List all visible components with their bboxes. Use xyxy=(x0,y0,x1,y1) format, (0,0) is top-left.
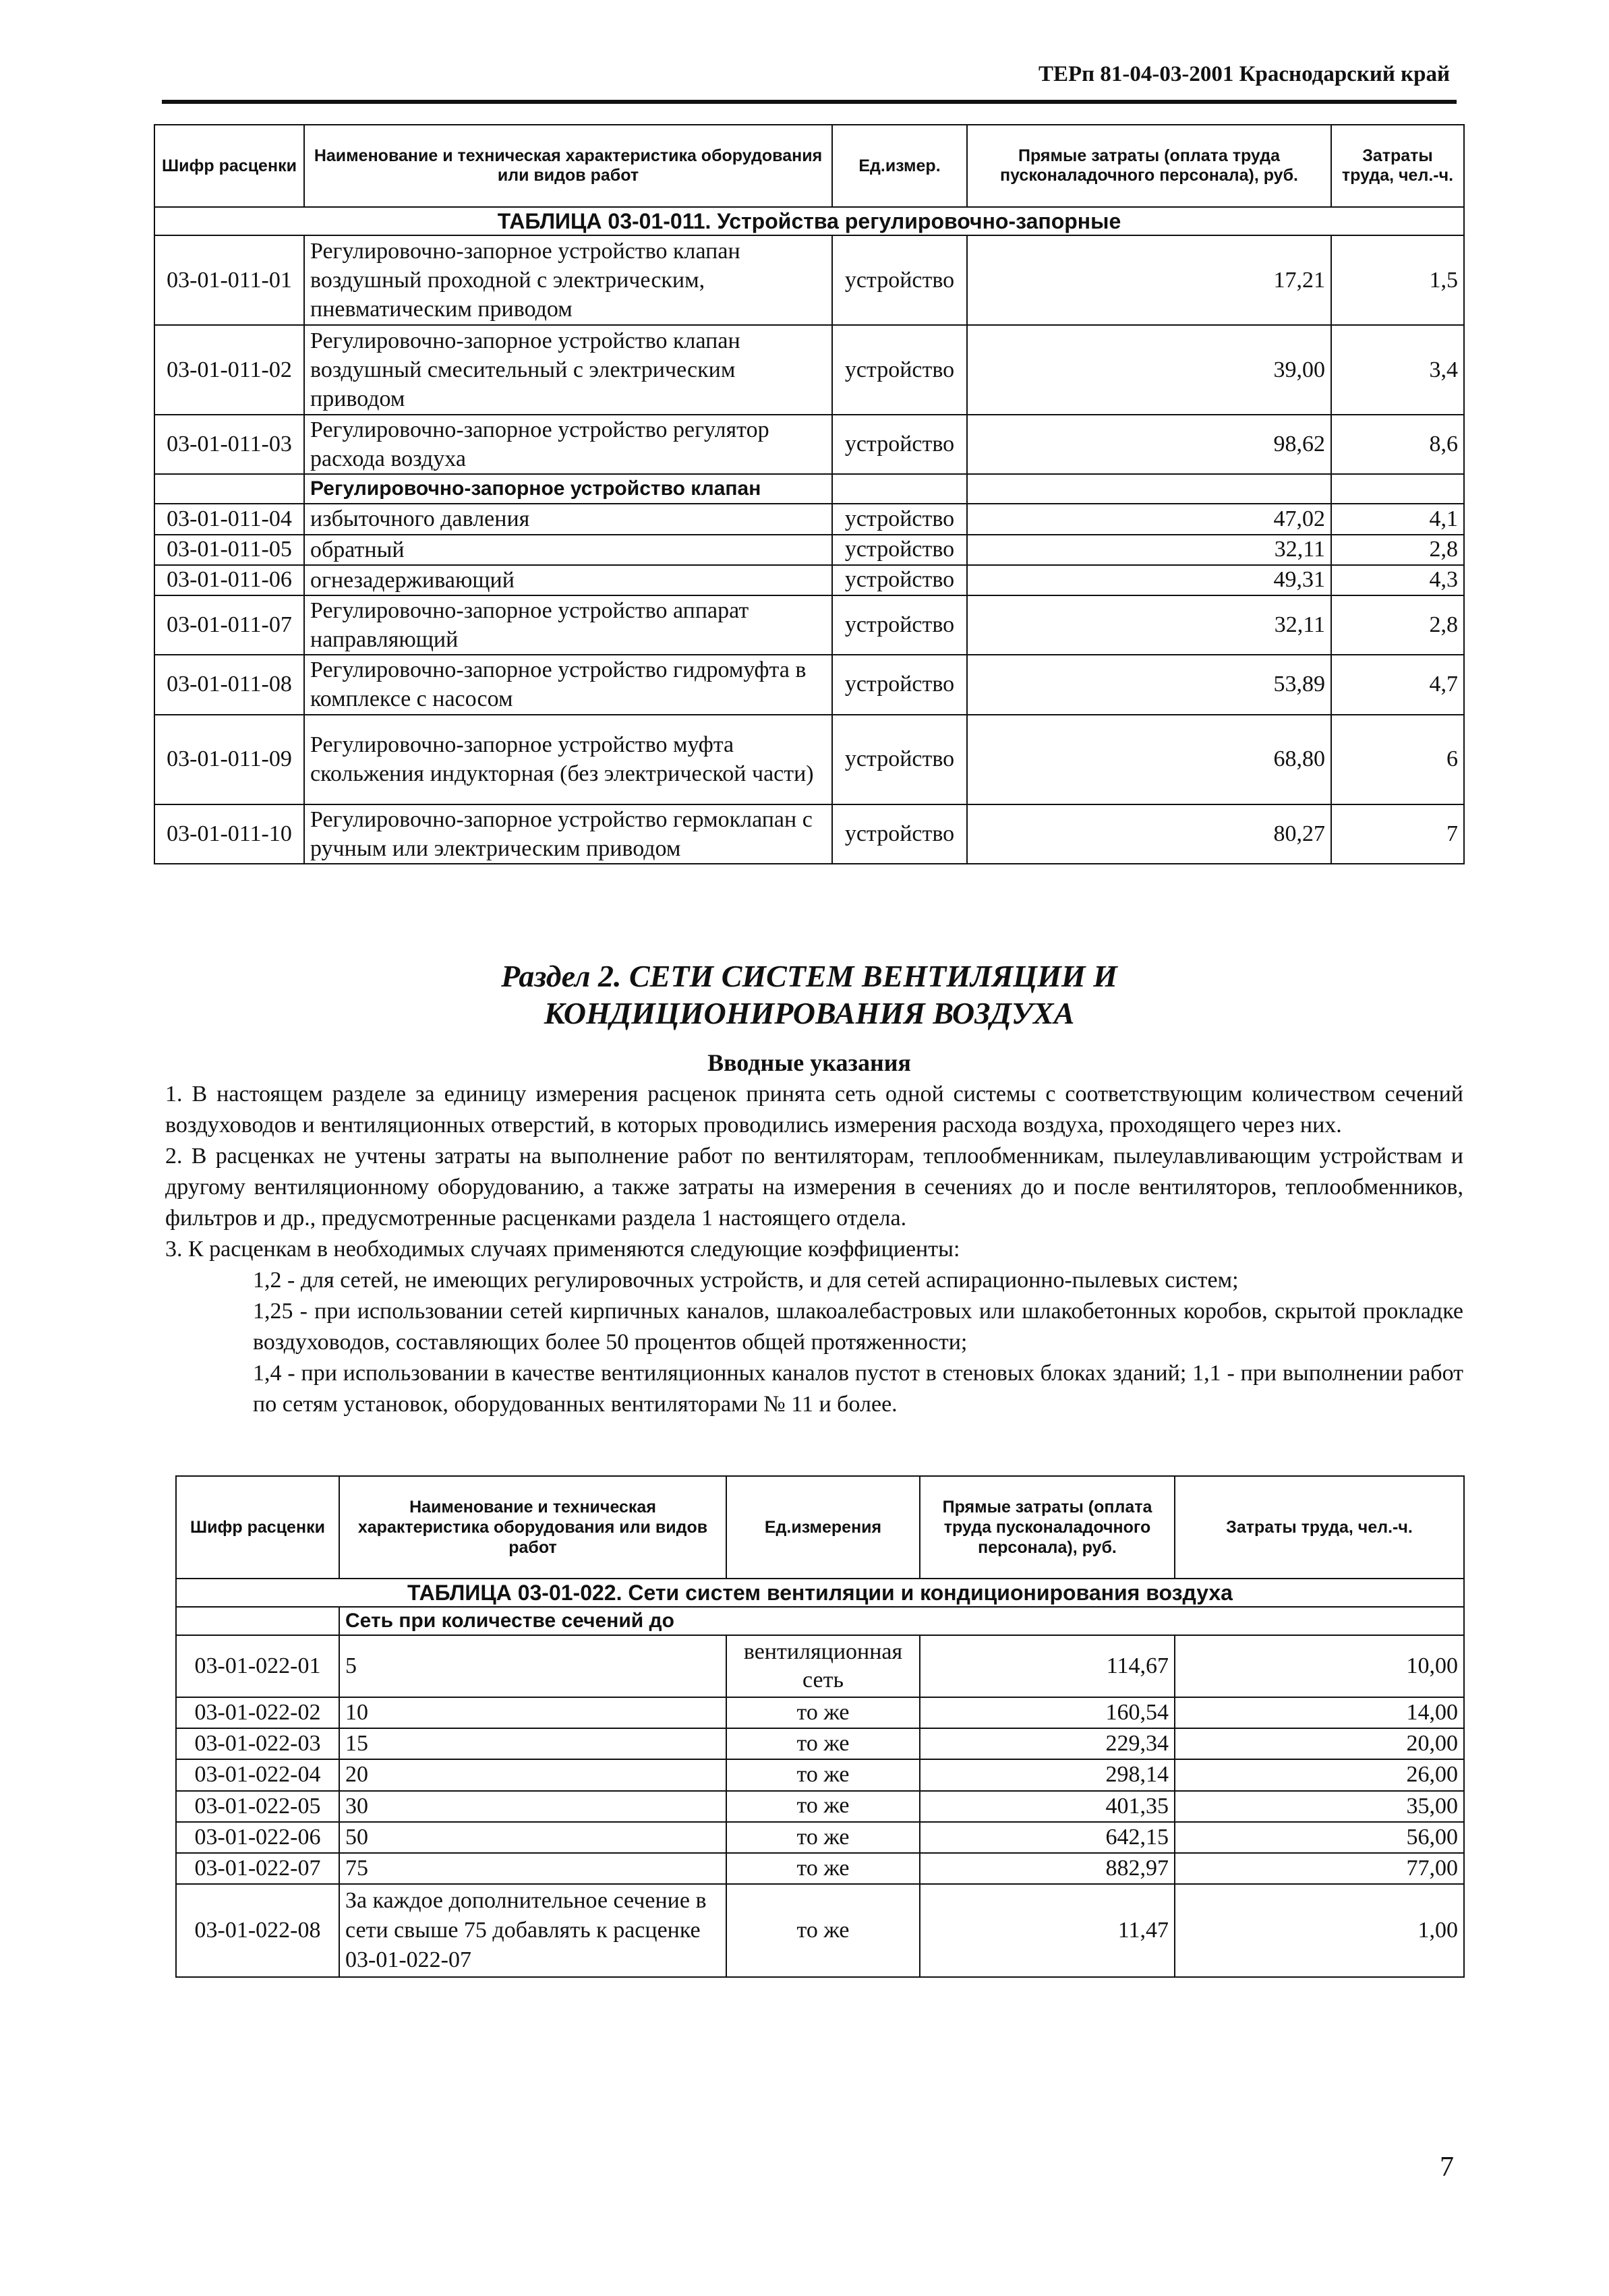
unit: то же xyxy=(726,1697,920,1728)
rates-table-03-01-011 xyxy=(154,124,1465,864)
table-row xyxy=(154,535,1464,565)
rate-code: 03-01-011-04 xyxy=(154,504,304,534)
work-description: 15 xyxy=(339,1728,726,1759)
rate-code: 03-01-022-06 xyxy=(176,1822,339,1853)
table-title-row xyxy=(176,1579,1464,1607)
table-header-row xyxy=(176,1476,1464,1579)
work-description: Регулировочно-запорное устройство гермоклапан с ручным или электрическим приводом xyxy=(304,804,832,864)
coefficient-3: 1,4 - при использовании в качестве вентиляционных каналов пустот в стеновых блоках зданий; 1,1 - при выполнении работ по сетям установок, оборудованных вентиляторами № 11 и более. xyxy=(253,1361,1463,1417)
page-number: 7 xyxy=(1440,2152,1454,2183)
work-description: За каждое дополнительное сечение в сети свыше 75 добавлять к расценке 03-01-022-07 xyxy=(339,1884,726,1977)
col-header-name: Наименование и техническая характеристика оборудования или видов работ xyxy=(339,1476,726,1579)
direct-cost: 11,47 xyxy=(920,1884,1175,1977)
rate-code: 03-01-022-02 xyxy=(176,1697,339,1728)
col-header-cost: Прямые затраты (оплата труда пусконаладочного персонала), руб. xyxy=(967,125,1331,207)
labor-cost: 3,4 xyxy=(1331,325,1464,415)
table-row xyxy=(154,415,1464,474)
table-row xyxy=(176,1884,1464,1977)
unit: устройство xyxy=(832,535,967,565)
section-title xyxy=(405,958,1214,1032)
unit: устройство xyxy=(832,565,967,595)
labor-cost: 4,7 xyxy=(1331,655,1464,714)
rate-code: 03-01-011-03 xyxy=(154,415,304,474)
intro-paragraph-2: 2. В расценках не учтены затраты на выполнение работ по вентиляторам, теплообменникам, пылеулавливающим устройствам и другому вентиляционному оборудованию, а также затраты на измерения в сечениях до и после вентиляторов, теплообменников, фильтров и др., предусмотренные расценками раздела 1 настоящего отдела. xyxy=(165,1144,1463,1231)
direct-cost: 229,34 xyxy=(920,1728,1175,1759)
direct-cost: 160,54 xyxy=(920,1697,1175,1728)
labor-cost: 77,00 xyxy=(1175,1853,1464,1884)
rate-code: 03-01-011-09 xyxy=(154,715,304,804)
work-description: 20 xyxy=(339,1759,726,1790)
direct-cost: 39,00 xyxy=(967,325,1331,415)
work-description: огнезадерживающий xyxy=(304,565,832,595)
work-description: 5 xyxy=(339,1635,726,1697)
coefficient-2: 1,25 - при использовании сетей кирпичных каналов, шлакоалебастровых или шлакобетонных коробов, скрытой прокладке воздуховодов, составляющих более 50 процентов общей протяженности; xyxy=(253,1299,1463,1355)
work-description: Регулировочно-запорное устройство муфта скольжения индукторная (без электрической части) xyxy=(304,715,832,804)
rate-code: 03-01-011-08 xyxy=(154,655,304,714)
table-row xyxy=(176,1635,1464,1697)
table-row xyxy=(176,1791,1464,1822)
direct-cost: 53,89 xyxy=(967,655,1331,714)
labor-cost: 7 xyxy=(1331,804,1464,864)
rate-code: 03-01-022-03 xyxy=(176,1728,339,1759)
labor-cost: 1,00 xyxy=(1175,1884,1464,1977)
unit: вентиляционная сеть xyxy=(726,1635,920,1697)
labor-cost: 20,00 xyxy=(1175,1728,1464,1759)
work-description: Регулировочно-запорное устройство клапан воздушный проходной с электрическим, пневматическим приводом xyxy=(304,235,832,325)
section-title-line2: КОНДИЦИОНИРОВАНИЯ ВОЗДУХА xyxy=(544,996,1075,1031)
work-description: обратный xyxy=(304,535,832,565)
table-subheading: Сеть при количестве сечений до xyxy=(339,1607,1464,1635)
direct-cost: 98,62 xyxy=(967,415,1331,474)
intro-text xyxy=(165,1079,1463,1420)
unit: устройство xyxy=(832,325,967,415)
section-title-line1: Раздел 2. СЕТИ СИСТЕМ ВЕНТИЛЯЦИИ И xyxy=(501,959,1117,993)
empty-cell xyxy=(154,474,304,504)
table-row xyxy=(154,504,1464,534)
empty-cell xyxy=(176,1607,339,1635)
table-title-row xyxy=(154,207,1464,235)
labor-cost: 35,00 xyxy=(1175,1791,1464,1822)
rate-code: 03-01-011-05 xyxy=(154,535,304,565)
unit: то же xyxy=(726,1822,920,1853)
header-text: ТЕРп 81-04-03-2001 Краснодарский край xyxy=(1038,62,1450,86)
direct-cost: 32,11 xyxy=(967,535,1331,565)
col-header-name: Наименование и техническая характеристика оборудования или видов работ xyxy=(304,125,832,207)
col-header-cost: Прямые затраты (оплата труда пусконаладочного персонала), руб. xyxy=(920,1476,1175,1579)
rate-code: 03-01-022-04 xyxy=(176,1759,339,1790)
labor-cost: 14,00 xyxy=(1175,1697,1464,1728)
direct-cost: 32,11 xyxy=(967,595,1331,655)
direct-cost: 68,80 xyxy=(967,715,1331,804)
table-row xyxy=(154,715,1464,804)
col-header-labor: Затраты труда, чел.-ч. xyxy=(1331,125,1464,207)
work-description: 50 xyxy=(339,1822,726,1853)
rate-code: 03-01-022-05 xyxy=(176,1791,339,1822)
labor-cost: 4,1 xyxy=(1331,504,1464,534)
table-title: ТАБЛИЦА 03-01-011. Устройства регулировочно-запорные xyxy=(154,207,1464,235)
col-header-code: Шифр расценки xyxy=(154,125,304,207)
rate-code: 03-01-011-01 xyxy=(154,235,304,325)
rate-code: 03-01-011-02 xyxy=(154,325,304,415)
intro-heading: Вводные указания xyxy=(707,1049,911,1076)
table-subheading-row xyxy=(154,474,1464,504)
direct-cost: 401,35 xyxy=(920,1791,1175,1822)
empty-cell xyxy=(1331,474,1464,504)
labor-cost: 2,8 xyxy=(1331,535,1464,565)
table-row xyxy=(154,655,1464,714)
col-header-labor: Затраты труда, чел.-ч. xyxy=(1175,1476,1464,1579)
rate-code: 03-01-022-07 xyxy=(176,1853,339,1884)
labor-cost: 56,00 xyxy=(1175,1822,1464,1853)
col-header-unit: Ед.измерения xyxy=(726,1476,920,1579)
rate-code: 03-01-011-06 xyxy=(154,565,304,595)
table-row xyxy=(176,1822,1464,1853)
empty-cell xyxy=(967,474,1331,504)
col-header-code: Шифр расценки xyxy=(176,1476,339,1579)
unit: то же xyxy=(726,1759,920,1790)
work-description: 75 xyxy=(339,1853,726,1884)
running-header xyxy=(162,62,1457,104)
direct-cost: 642,15 xyxy=(920,1822,1175,1853)
table-subheading: Регулировочно-запорное устройство клапан xyxy=(304,474,832,504)
intro-paragraph-3: 3. К расценкам в необходимых случаях применяются следующие коэффициенты: xyxy=(165,1237,960,1262)
rate-code: 03-01-022-01 xyxy=(176,1635,339,1697)
table-row xyxy=(176,1759,1464,1790)
unit: устройство xyxy=(832,655,967,714)
table-row xyxy=(176,1728,1464,1759)
direct-cost: 80,27 xyxy=(967,804,1331,864)
unit: устройство xyxy=(832,235,967,325)
rate-code: 03-01-011-07 xyxy=(154,595,304,655)
empty-cell xyxy=(832,474,967,504)
table-title: ТАБЛИЦА 03-01-022. Сети систем вентиляции и кондиционирования воздуха xyxy=(176,1579,1464,1607)
rate-code: 03-01-011-10 xyxy=(154,804,304,864)
labor-cost: 2,8 xyxy=(1331,595,1464,655)
table-subheading-row xyxy=(176,1607,1464,1635)
direct-cost: 298,14 xyxy=(920,1759,1175,1790)
direct-cost: 47,02 xyxy=(967,504,1331,534)
table-row xyxy=(154,325,1464,415)
labor-cost: 6 xyxy=(1331,715,1464,804)
table-row xyxy=(154,804,1464,864)
unit: устройство xyxy=(832,595,967,655)
table-row xyxy=(154,595,1464,655)
unit: то же xyxy=(726,1884,920,1977)
labor-cost: 10,00 xyxy=(1175,1635,1464,1697)
intro-paragraph-1: 1. В настоящем разделе за единицу измерения расценок принята сеть одной системы с соответствующим количеством сечений воздуховодов и вентиляционных отверстий, в которых проводились измерения расхода воздуха, проходящего через них. xyxy=(165,1082,1463,1138)
table-header-row xyxy=(154,125,1464,207)
col-header-unit: Ед.измер. xyxy=(832,125,967,207)
labor-cost: 8,6 xyxy=(1331,415,1464,474)
work-description: избыточного давления xyxy=(304,504,832,534)
unit: то же xyxy=(726,1791,920,1822)
labor-cost: 1,5 xyxy=(1331,235,1464,325)
table-row xyxy=(154,235,1464,325)
labor-cost: 4,3 xyxy=(1331,565,1464,595)
direct-cost: 17,21 xyxy=(967,235,1331,325)
direct-cost: 882,97 xyxy=(920,1853,1175,1884)
direct-cost: 114,67 xyxy=(920,1635,1175,1697)
work-description: 30 xyxy=(339,1791,726,1822)
work-description: 10 xyxy=(339,1697,726,1728)
rate-code: 03-01-022-08 xyxy=(176,1884,339,1977)
work-description: Регулировочно-запорное устройство аппарат направляющий xyxy=(304,595,832,655)
work-description: Регулировочно-запорное устройство гидромуфта в комплексе с насосом xyxy=(304,655,832,714)
rates-table-03-01-022 xyxy=(175,1475,1465,1978)
unit: устройство xyxy=(832,804,967,864)
direct-cost: 49,31 xyxy=(967,565,1331,595)
table-row xyxy=(176,1697,1464,1728)
work-description: Регулировочно-запорное устройство клапан воздушный смесительный с электрическим приводом xyxy=(304,325,832,415)
work-description: Регулировочно-запорное устройство регулятор расхода воздуха xyxy=(304,415,832,474)
unit: то же xyxy=(726,1728,920,1759)
unit: устройство xyxy=(832,715,967,804)
table-row xyxy=(176,1853,1464,1884)
unit: устройство xyxy=(832,415,967,474)
unit: то же xyxy=(726,1853,920,1884)
table-row xyxy=(154,565,1464,595)
labor-cost: 26,00 xyxy=(1175,1759,1464,1790)
unit: устройство xyxy=(832,504,967,534)
coefficient-1: 1,2 - для сетей, не имеющих регулировочных устройств, и для сетей аспирационно-пылевых систем; xyxy=(253,1268,1239,1293)
